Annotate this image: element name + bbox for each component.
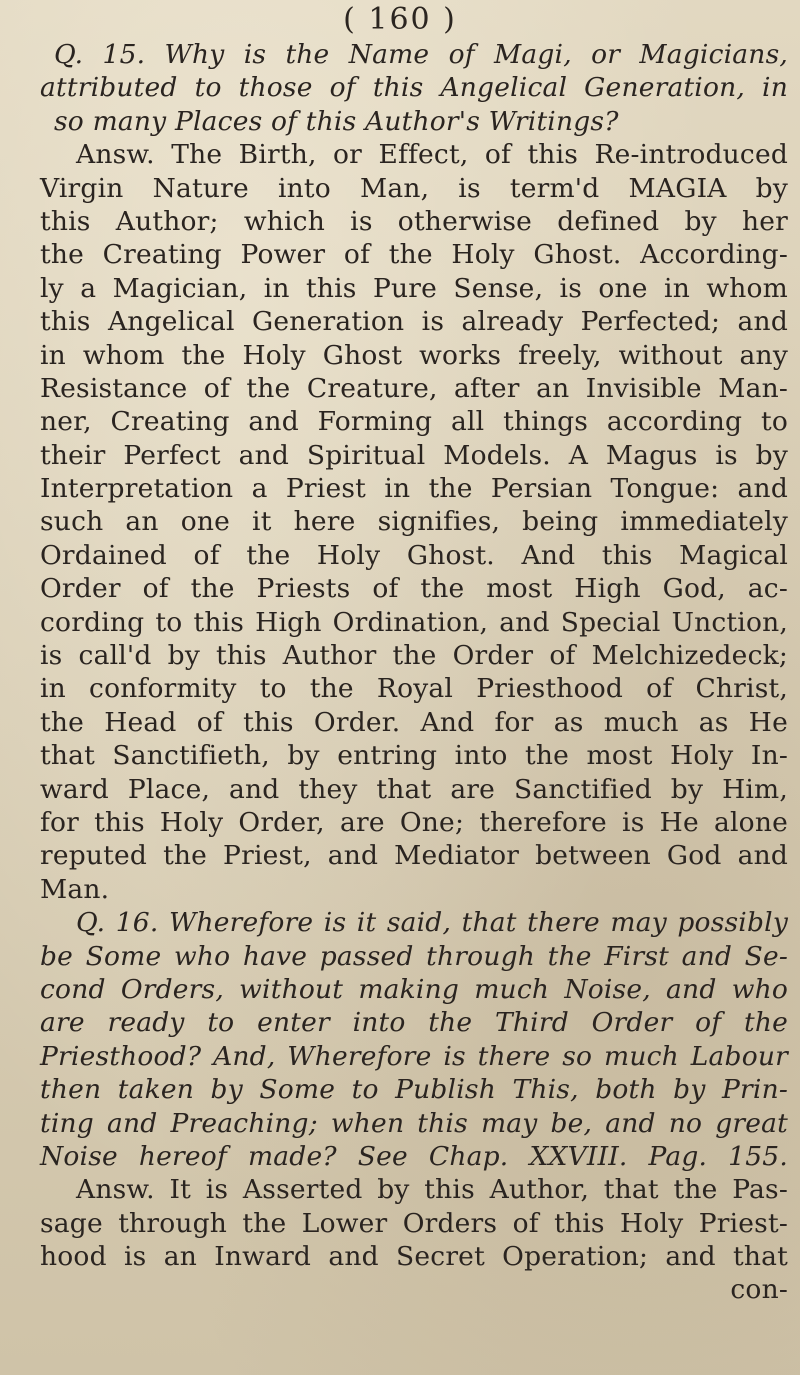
text-line: their Perfect and Spiritual Models. A Magus is by bbox=[40, 439, 788, 471]
text-line: Resistance of the Creature, after an Invisible Man- bbox=[40, 372, 788, 404]
text-line: sage through the Lower Orders of this Holy Priest- bbox=[40, 1207, 788, 1239]
text-line: this Author; which is otherwise defined by her bbox=[40, 205, 788, 237]
text-line: ner, Creating and Forming all things according to bbox=[40, 406, 788, 438]
text-line: Ordained of the Holy Ghost. And this Magical bbox=[40, 539, 788, 571]
page-number: ( 160 ) bbox=[343, 2, 457, 37]
text-line: are ready to enter into the Third Order of the bbox=[40, 1007, 788, 1039]
text-line: in conformity to the Royal Priesthood of Christ, bbox=[40, 673, 788, 705]
text-line: this Angelical Generation is already Perfected; and bbox=[40, 306, 788, 338]
text-line: Q. 15. Why is the Name of Magi, or Magicians, bbox=[54, 39, 788, 70]
text-line: Interpretation a Priest in the Persian Tongue: and bbox=[40, 473, 788, 505]
text-line: in whom the Holy Ghost works freely, without any bbox=[40, 339, 788, 371]
text-line: the Creating Power of the Holy Ghost. According- bbox=[40, 239, 788, 271]
text-line: cond Orders, without making much Noise, and who bbox=[40, 973, 788, 1005]
text-line: then taken by Some to Publish This, both by Prin- bbox=[40, 1074, 788, 1106]
text-line: that Sanctifieth, by entring into the most Holy In- bbox=[40, 740, 788, 772]
text-line: Virgin Nature into Man, is term'd MAGIA by bbox=[40, 172, 788, 204]
text-line: so many Places of this Author's Writings? bbox=[54, 105, 619, 137]
text-line: is call'd by this Author the Order of Melchizedeck; bbox=[40, 640, 788, 672]
text-line: Answ. It is Asserted by this Author, that the Pas- bbox=[76, 1174, 788, 1206]
text-line: Q. 16. Wherefore is it said, that there may possibly bbox=[76, 907, 788, 939]
text-line: Priesthood? And, Wherefore is there so much Labour bbox=[40, 1040, 788, 1072]
catchword: con- bbox=[730, 1274, 788, 1306]
text-line: ward Place, and they that are Sanctified by Him, bbox=[40, 773, 788, 805]
text-line: Order of the Priests of the most High God, ac- bbox=[40, 573, 788, 605]
text-line: reputed the Priest, and Mediator between God and bbox=[40, 840, 788, 872]
text-line: ting and Preaching; when this may be, and no great bbox=[40, 1107, 788, 1139]
text-line: Man. bbox=[40, 873, 110, 905]
text-line: Answ. The Birth, or Effect, of this Re-introduced bbox=[76, 139, 788, 171]
body-text bbox=[40, 38, 788, 1307]
text-line: hood is an Inward and Secret Operation; and that bbox=[40, 1241, 788, 1273]
text-line: ly a Magician, in this Pure Sense, is one in whom bbox=[40, 272, 788, 304]
text-line: Noise hereof made? See Chap. XXVIII. Pag. 155. bbox=[40, 1140, 788, 1172]
text-line: such an one it here signifies, being immediately bbox=[40, 506, 788, 538]
text-line: attributed to those of this Angelical Generation, in bbox=[40, 72, 788, 104]
text-line: be Some who have passed through the First and Se- bbox=[40, 940, 788, 972]
text-line: cording to this High Ordination, and Special Unction, bbox=[40, 606, 788, 638]
text-line: the Head of this Order. And for as much as He bbox=[40, 706, 788, 738]
text-line: for this Holy Order, are One; therefore is He alone bbox=[40, 806, 788, 838]
